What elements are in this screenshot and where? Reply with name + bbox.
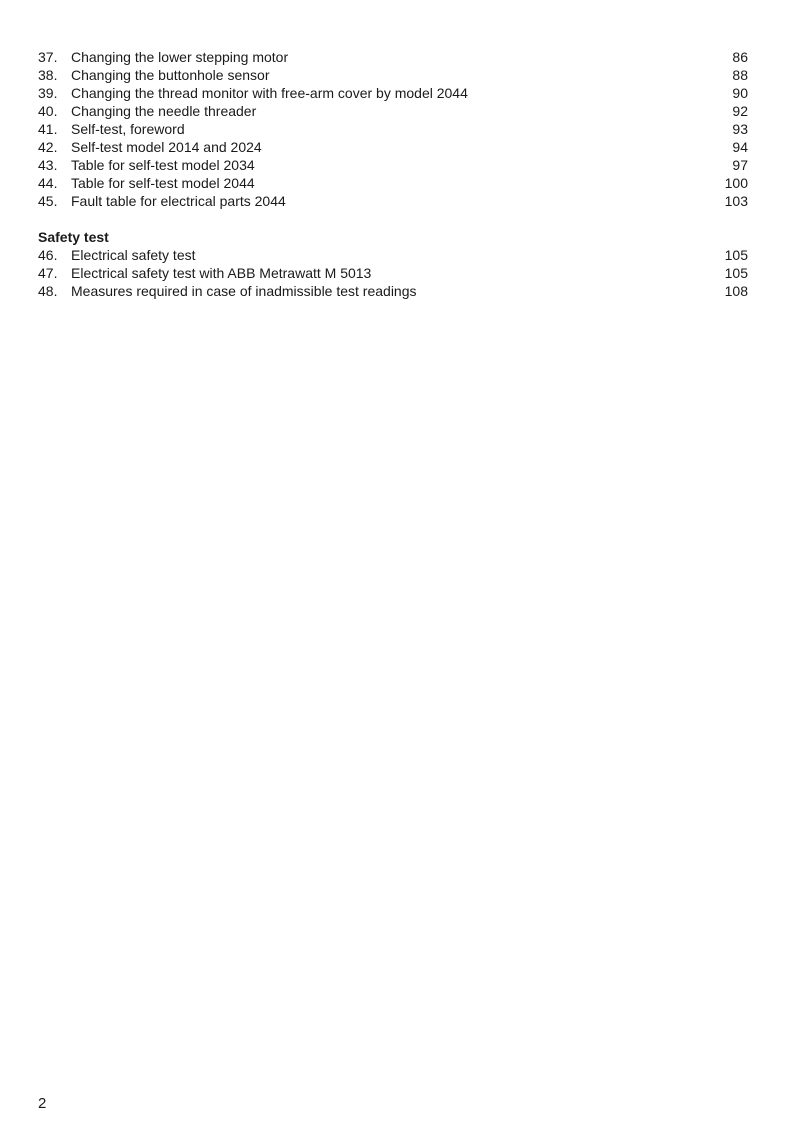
toc-entry-number: 37. [38, 49, 58, 65]
toc-entry [38, 156, 748, 174]
toc-entry-title: Changing the needle threader [71, 103, 257, 119]
toc-entry-title: Table for self-test model 2044 [71, 175, 255, 191]
toc-entry-number: 38. [38, 67, 58, 83]
toc-entry-page: 105 [724, 247, 748, 263]
toc-entry [38, 120, 748, 138]
toc-entry-page: 90 [732, 85, 748, 101]
toc-entry-page: 100 [724, 175, 748, 191]
toc-entry-number: 44. [38, 175, 58, 191]
toc-entry-number: 39. [38, 85, 58, 101]
toc-entry [38, 138, 748, 156]
toc-entry-title: Self-test model 2014 and 2024 [71, 139, 262, 155]
toc-entry-page: 93 [732, 121, 748, 137]
toc-entry-title: Measures required in case of inadmissible test readings [71, 283, 417, 299]
toc-entry-title: Changing the buttonhole sensor [71, 67, 270, 83]
toc-entry-page: 92 [732, 103, 748, 119]
toc-entry [38, 246, 748, 264]
section-heading: Safety test [38, 229, 109, 245]
toc-entry [38, 192, 748, 210]
toc-entry-title: Self-test, foreword [71, 121, 185, 137]
toc-entry-title: Changing the thread monitor with free-arm cover by model 2044 [71, 85, 468, 101]
toc-entry-title: Electrical safety test with ABB Metrawatt M 5013 [71, 265, 372, 281]
toc-entry [38, 48, 748, 66]
toc-entry-page: 86 [732, 49, 748, 65]
toc-entry [38, 174, 748, 192]
toc-entry [38, 282, 748, 300]
toc-entry-number: 41. [38, 121, 58, 137]
toc-entry-page: 105 [724, 265, 748, 281]
toc-entry [38, 84, 748, 102]
toc-entry-number: 48. [38, 283, 58, 299]
toc-entry-number: 40. [38, 103, 58, 119]
toc-entry-title: Fault table for electrical parts 2044 [71, 193, 286, 209]
toc-entry-title: Electrical safety test [71, 247, 196, 263]
toc-entry-title: Table for self-test model 2034 [71, 157, 255, 173]
page-number: 2 [38, 1095, 47, 1112]
toc-entry-page: 108 [724, 283, 748, 299]
toc-entry-title: Changing the lower stepping motor [71, 49, 289, 65]
toc-entry [38, 264, 748, 282]
toc-entry-page: 88 [732, 67, 748, 83]
toc-entry-number: 43. [38, 157, 58, 173]
toc-entry-page: 103 [724, 193, 748, 209]
toc-entry-page: 97 [732, 157, 748, 173]
toc-entry-number: 45. [38, 193, 58, 209]
table-of-contents [38, 48, 748, 300]
toc-entry-number: 47. [38, 265, 58, 281]
toc-entry [38, 102, 748, 120]
toc-entry [38, 66, 748, 84]
toc-entry-number: 42. [38, 139, 58, 155]
toc-entry-page: 94 [732, 139, 748, 155]
toc-entry-number: 46. [38, 247, 58, 263]
